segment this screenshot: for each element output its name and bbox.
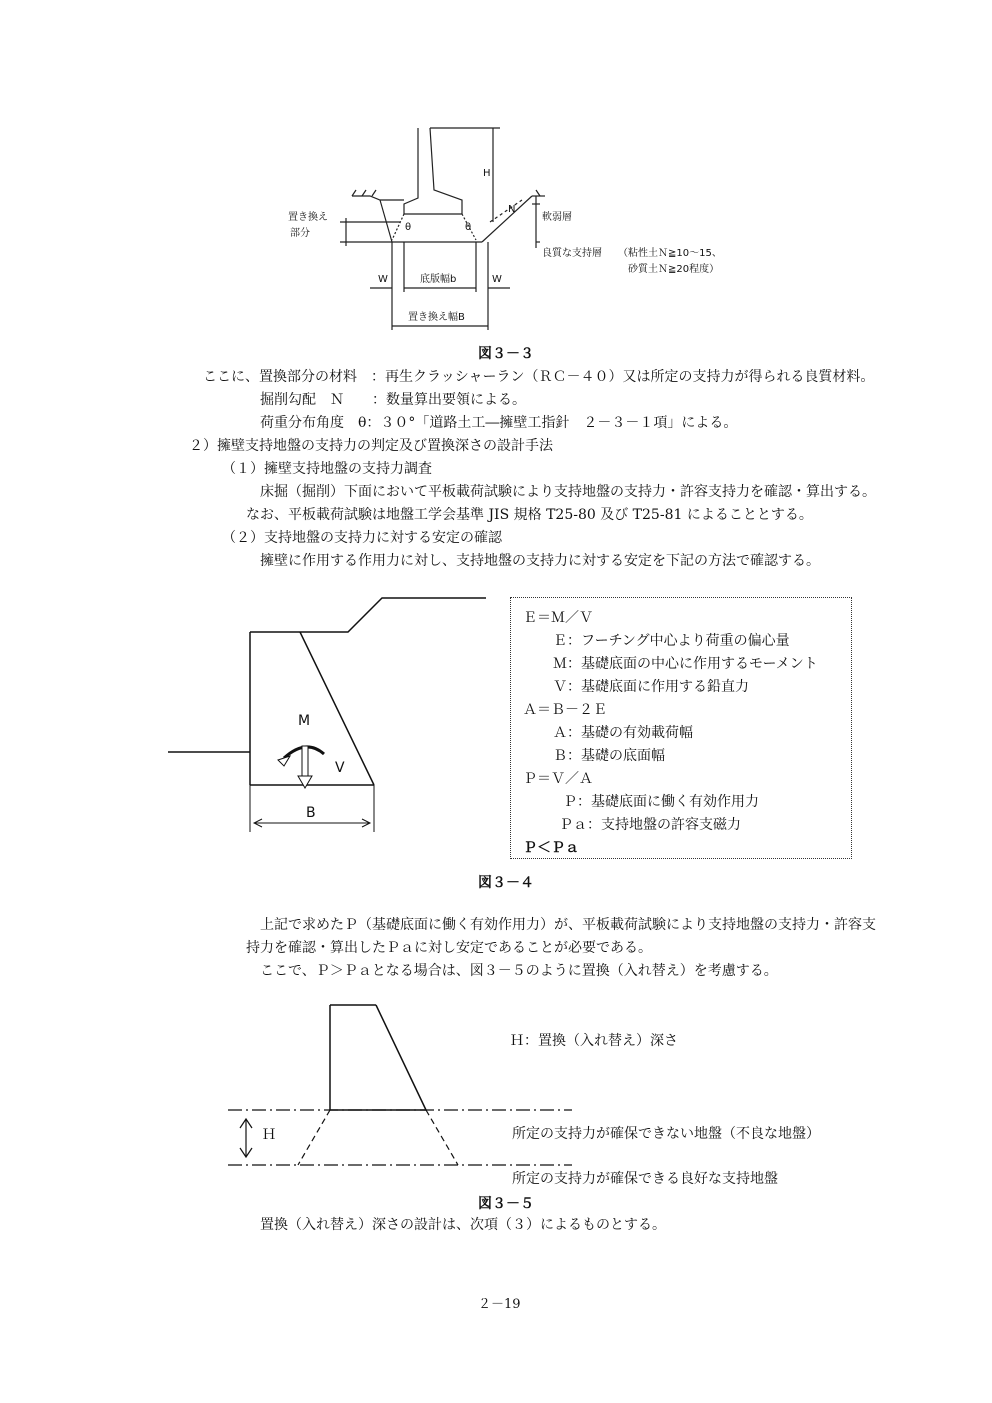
figure-3-5-caption: 図３－５ bbox=[478, 1196, 534, 1212]
formula-v-def: Ｖ：基礎底面に作用する鉛直力 bbox=[553, 679, 749, 695]
formula-condition: Ｐ＜Ｐａ bbox=[523, 840, 579, 856]
label-theta-right: θ bbox=[465, 222, 472, 233]
formula-a: Ａ＝Ｂ－２Ｅ bbox=[523, 702, 607, 718]
sub1-heading: （１）擁壁支持地盤の支持力調査 bbox=[222, 461, 432, 477]
sub2-heading: （２）支持地盤の支持力に対する安定の確認 bbox=[222, 530, 502, 546]
label-replace-part-1: 置き換え bbox=[288, 212, 328, 223]
sub1-line1: 床掘（掘削）下面において平板載荷試験により支持地盤の支持力・許容支持力を確認・算出する。 bbox=[260, 484, 876, 500]
label-slab-width: 底版幅b bbox=[420, 274, 457, 285]
para1-line3: 荷重分布角度 θ：３０°「道路土工―擁壁工指針 ２－３－１項」による。 bbox=[260, 415, 738, 431]
para2-line1: 上記で求めたＰ（基礎底面に働く有効作用力）が、平板載荷試験により支持地盤の支持力・許容支 bbox=[260, 917, 876, 933]
label-theta-left: θ bbox=[405, 222, 412, 233]
label-M: M bbox=[298, 713, 311, 729]
label-good-layer-note2: 砂質土Ｎ≧20程度） bbox=[628, 264, 720, 275]
formula-m-def: Ｍ：基礎底面の中心に作用するモーメント bbox=[553, 656, 818, 672]
formula-p: Ｐ＝Ｖ／Ａ bbox=[523, 771, 593, 787]
formula-pa-def: Ｐａ：支持地盤の許容支磁力 bbox=[559, 817, 741, 833]
label-B: B bbox=[306, 805, 316, 821]
fig35-h-desc: Ｈ：置換（入れ替え）深さ bbox=[510, 1033, 678, 1049]
label-good-layer-note1: （粘性土Ｎ≧10～15、 bbox=[618, 248, 722, 259]
para2-line3: ここで、Ｐ＞Ｐａとなる場合は、図３－５のように置換（入れ替え）を考慮する。 bbox=[260, 963, 778, 979]
formula-e-def: Ｅ：フーチング中心より荷重の偏心量 bbox=[553, 633, 790, 649]
figure-3-4-caption: 図３－４ bbox=[478, 875, 534, 891]
section2-heading: ２）擁壁支持地盤の支持力の判定及び置換深さの設計手法 bbox=[189, 438, 553, 454]
label-N: N bbox=[508, 204, 516, 215]
formula-a-def: Ａ：基礎の有効載荷幅 bbox=[553, 725, 693, 741]
label-V: V bbox=[335, 760, 345, 776]
label-W-right: W bbox=[492, 274, 502, 285]
sub2-line1: 擁壁に作用する作用力に対し、支持地盤の支持力に対する安定を下記の方法で確認する。 bbox=[260, 553, 820, 569]
figure-3-3-caption: 図３－３ bbox=[478, 346, 534, 362]
fig35-good-ground: 所定の支持力が確保できる良好な支持地盤 bbox=[512, 1171, 778, 1187]
label-good-layer: 良質な支持層 bbox=[542, 248, 602, 259]
para2-line2: 持力を確認・算出したＰａに対し安定であることが必要である。 bbox=[246, 940, 652, 956]
formula-p-def: Ｐ：基礎底面に働く有効作用力 bbox=[563, 794, 759, 810]
formula-b-def: Ｂ：基礎の底面幅 bbox=[553, 748, 665, 764]
label-replace-width: 置き換え幅B bbox=[408, 312, 465, 323]
label-W-left: W bbox=[378, 274, 388, 285]
label-soft-layer: 軟弱層 bbox=[542, 212, 572, 223]
formula-e: Ｅ＝Ｍ／Ｖ bbox=[523, 610, 593, 626]
para3-line1: 置換（入れ替え）深さの設計は、次項（３）によるものとする。 bbox=[260, 1217, 666, 1233]
label-H: H bbox=[483, 168, 491, 179]
label-H: Ｈ bbox=[262, 1127, 276, 1143]
page-number: ２－19 bbox=[478, 1297, 521, 1312]
fig35-bad-ground: 所定の支持力が確保できない地盤（不良な地盤） bbox=[512, 1126, 820, 1142]
para1-line2: 掘削勾配 Ｎ ：数量算出要領による。 bbox=[260, 392, 526, 408]
label-replace-part-2: 部分 bbox=[290, 228, 310, 239]
para1-line1: ここに、置換部分の材料 ：再生クラッシャーラン（ＲＣ－４０）又は所定の支持力が得られる良質材料。 bbox=[203, 369, 875, 385]
sub1-line2: なお、平板載荷試験は地盤工学会基準 JIS 規格 T25-80 及び T25-81 によることとする。 bbox=[246, 507, 813, 523]
